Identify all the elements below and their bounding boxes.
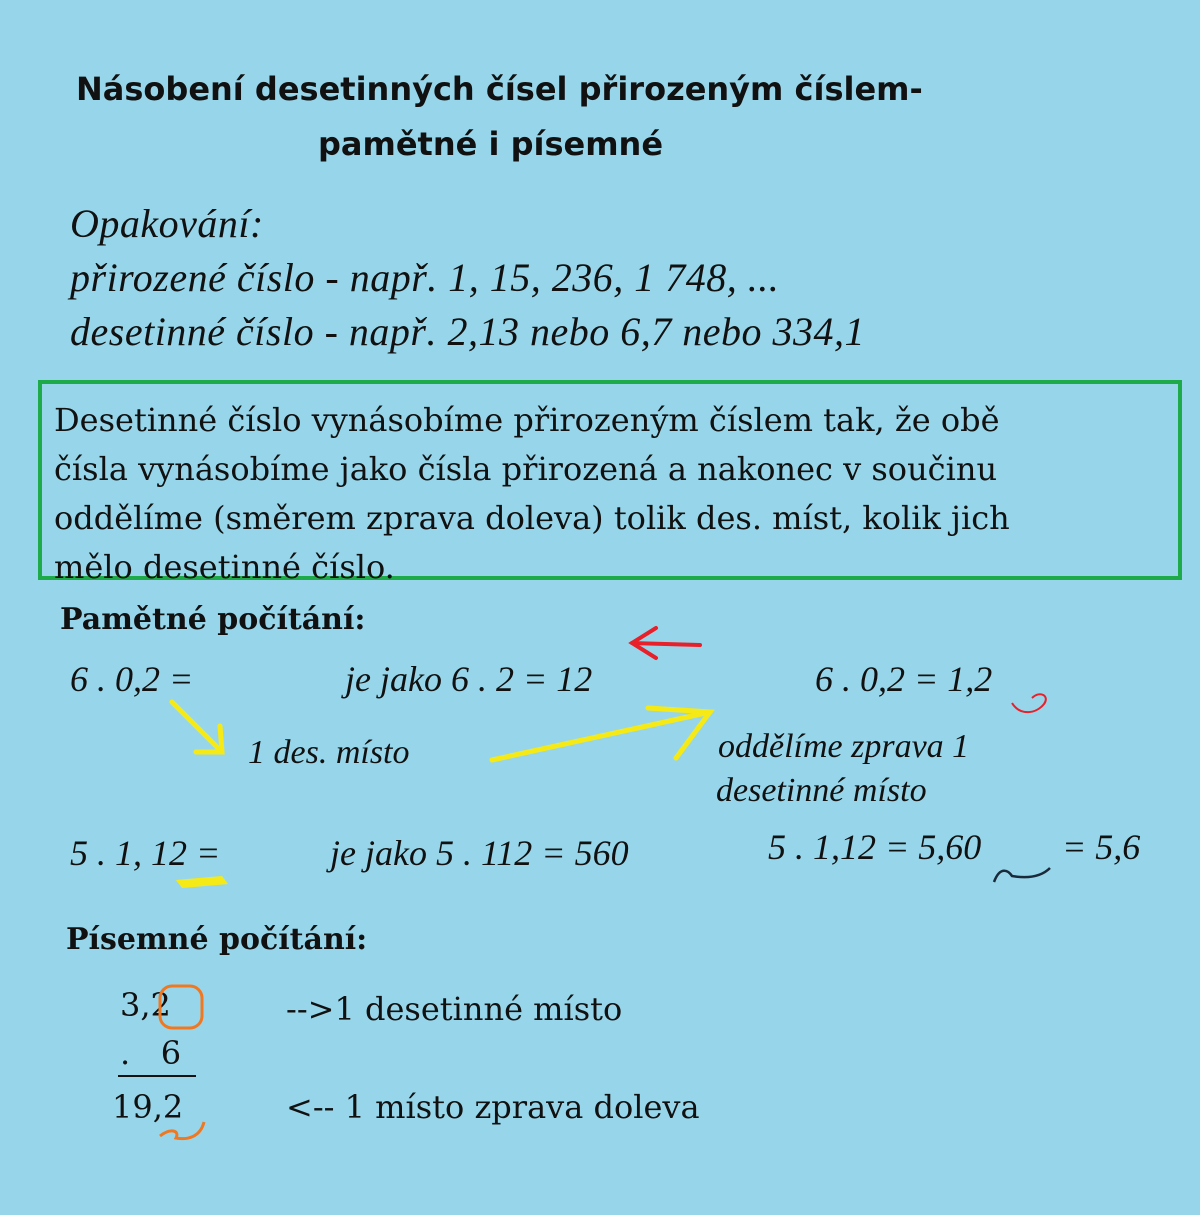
rule-line: Desetinné číslo vynásobíme přirozeným číslem tak, že obě bbox=[54, 401, 1000, 439]
example1-result: 6 . 0,2 = 1,2 bbox=[815, 659, 993, 699]
arrow-icon bbox=[492, 708, 710, 760]
curl-mark-icon bbox=[1012, 694, 1046, 712]
review-natural-number: přirozené číslo - např. 1, 15, 236, 1 748, ... bbox=[70, 255, 780, 300]
note-separate-line1: oddělíme zprava 1 bbox=[718, 728, 970, 765]
rule-line: mělo desetinné číslo. bbox=[54, 548, 395, 586]
highlight-mark-icon bbox=[176, 876, 228, 888]
note-decimal-places: 1 des. místo bbox=[248, 734, 410, 771]
written-heading: Písemné počítání: bbox=[66, 922, 368, 957]
rule-line: oddělíme (směrem zprava doleva) tolik des. míst, kolik jich bbox=[54, 499, 1010, 537]
example1-middle: je jako 6 . 2 = 12 bbox=[345, 659, 593, 699]
review-heading: Opakování: bbox=[70, 201, 264, 246]
example1-left: 6 . 0,2 = bbox=[70, 659, 194, 699]
example2-middle: je jako 5 . 112 = 560 bbox=[330, 833, 629, 873]
rule-line: čísla vynásobíme jako čísla přirozená a nakonec v součinu bbox=[54, 450, 998, 488]
example2-result-simplified: = 5,6 bbox=[1062, 827, 1141, 867]
arrow-left-icon bbox=[632, 628, 700, 658]
note-separate-line2: desetinné místo bbox=[716, 772, 927, 809]
example2-result: 5 . 1,12 = 5,60 bbox=[768, 827, 982, 867]
written-note2: <-- 1 místo zprava doleva bbox=[286, 1088, 700, 1126]
written-product: 19,2 bbox=[112, 1088, 184, 1126]
page-subtitle: pamětné i písemné bbox=[318, 125, 664, 163]
written-note1: -->1 desetinné místo bbox=[286, 990, 623, 1028]
rule-box bbox=[38, 380, 1182, 586]
written-factor1: 3,2 bbox=[120, 986, 171, 1024]
page-title: Násobení desetinných čísel přirozeným číslem- bbox=[76, 70, 923, 108]
mental-heading: Pamětné počítání: bbox=[60, 602, 366, 637]
example2-left: 5 . 1, 12 = bbox=[70, 833, 221, 873]
written-factor2: . 6 bbox=[120, 1034, 182, 1072]
curl-mark-icon bbox=[994, 868, 1050, 882]
arrow-icon bbox=[172, 702, 222, 752]
review-decimal-number: desetinné číslo - např. 2,13 nebo 6,7 nebo 334,1 bbox=[70, 309, 865, 354]
